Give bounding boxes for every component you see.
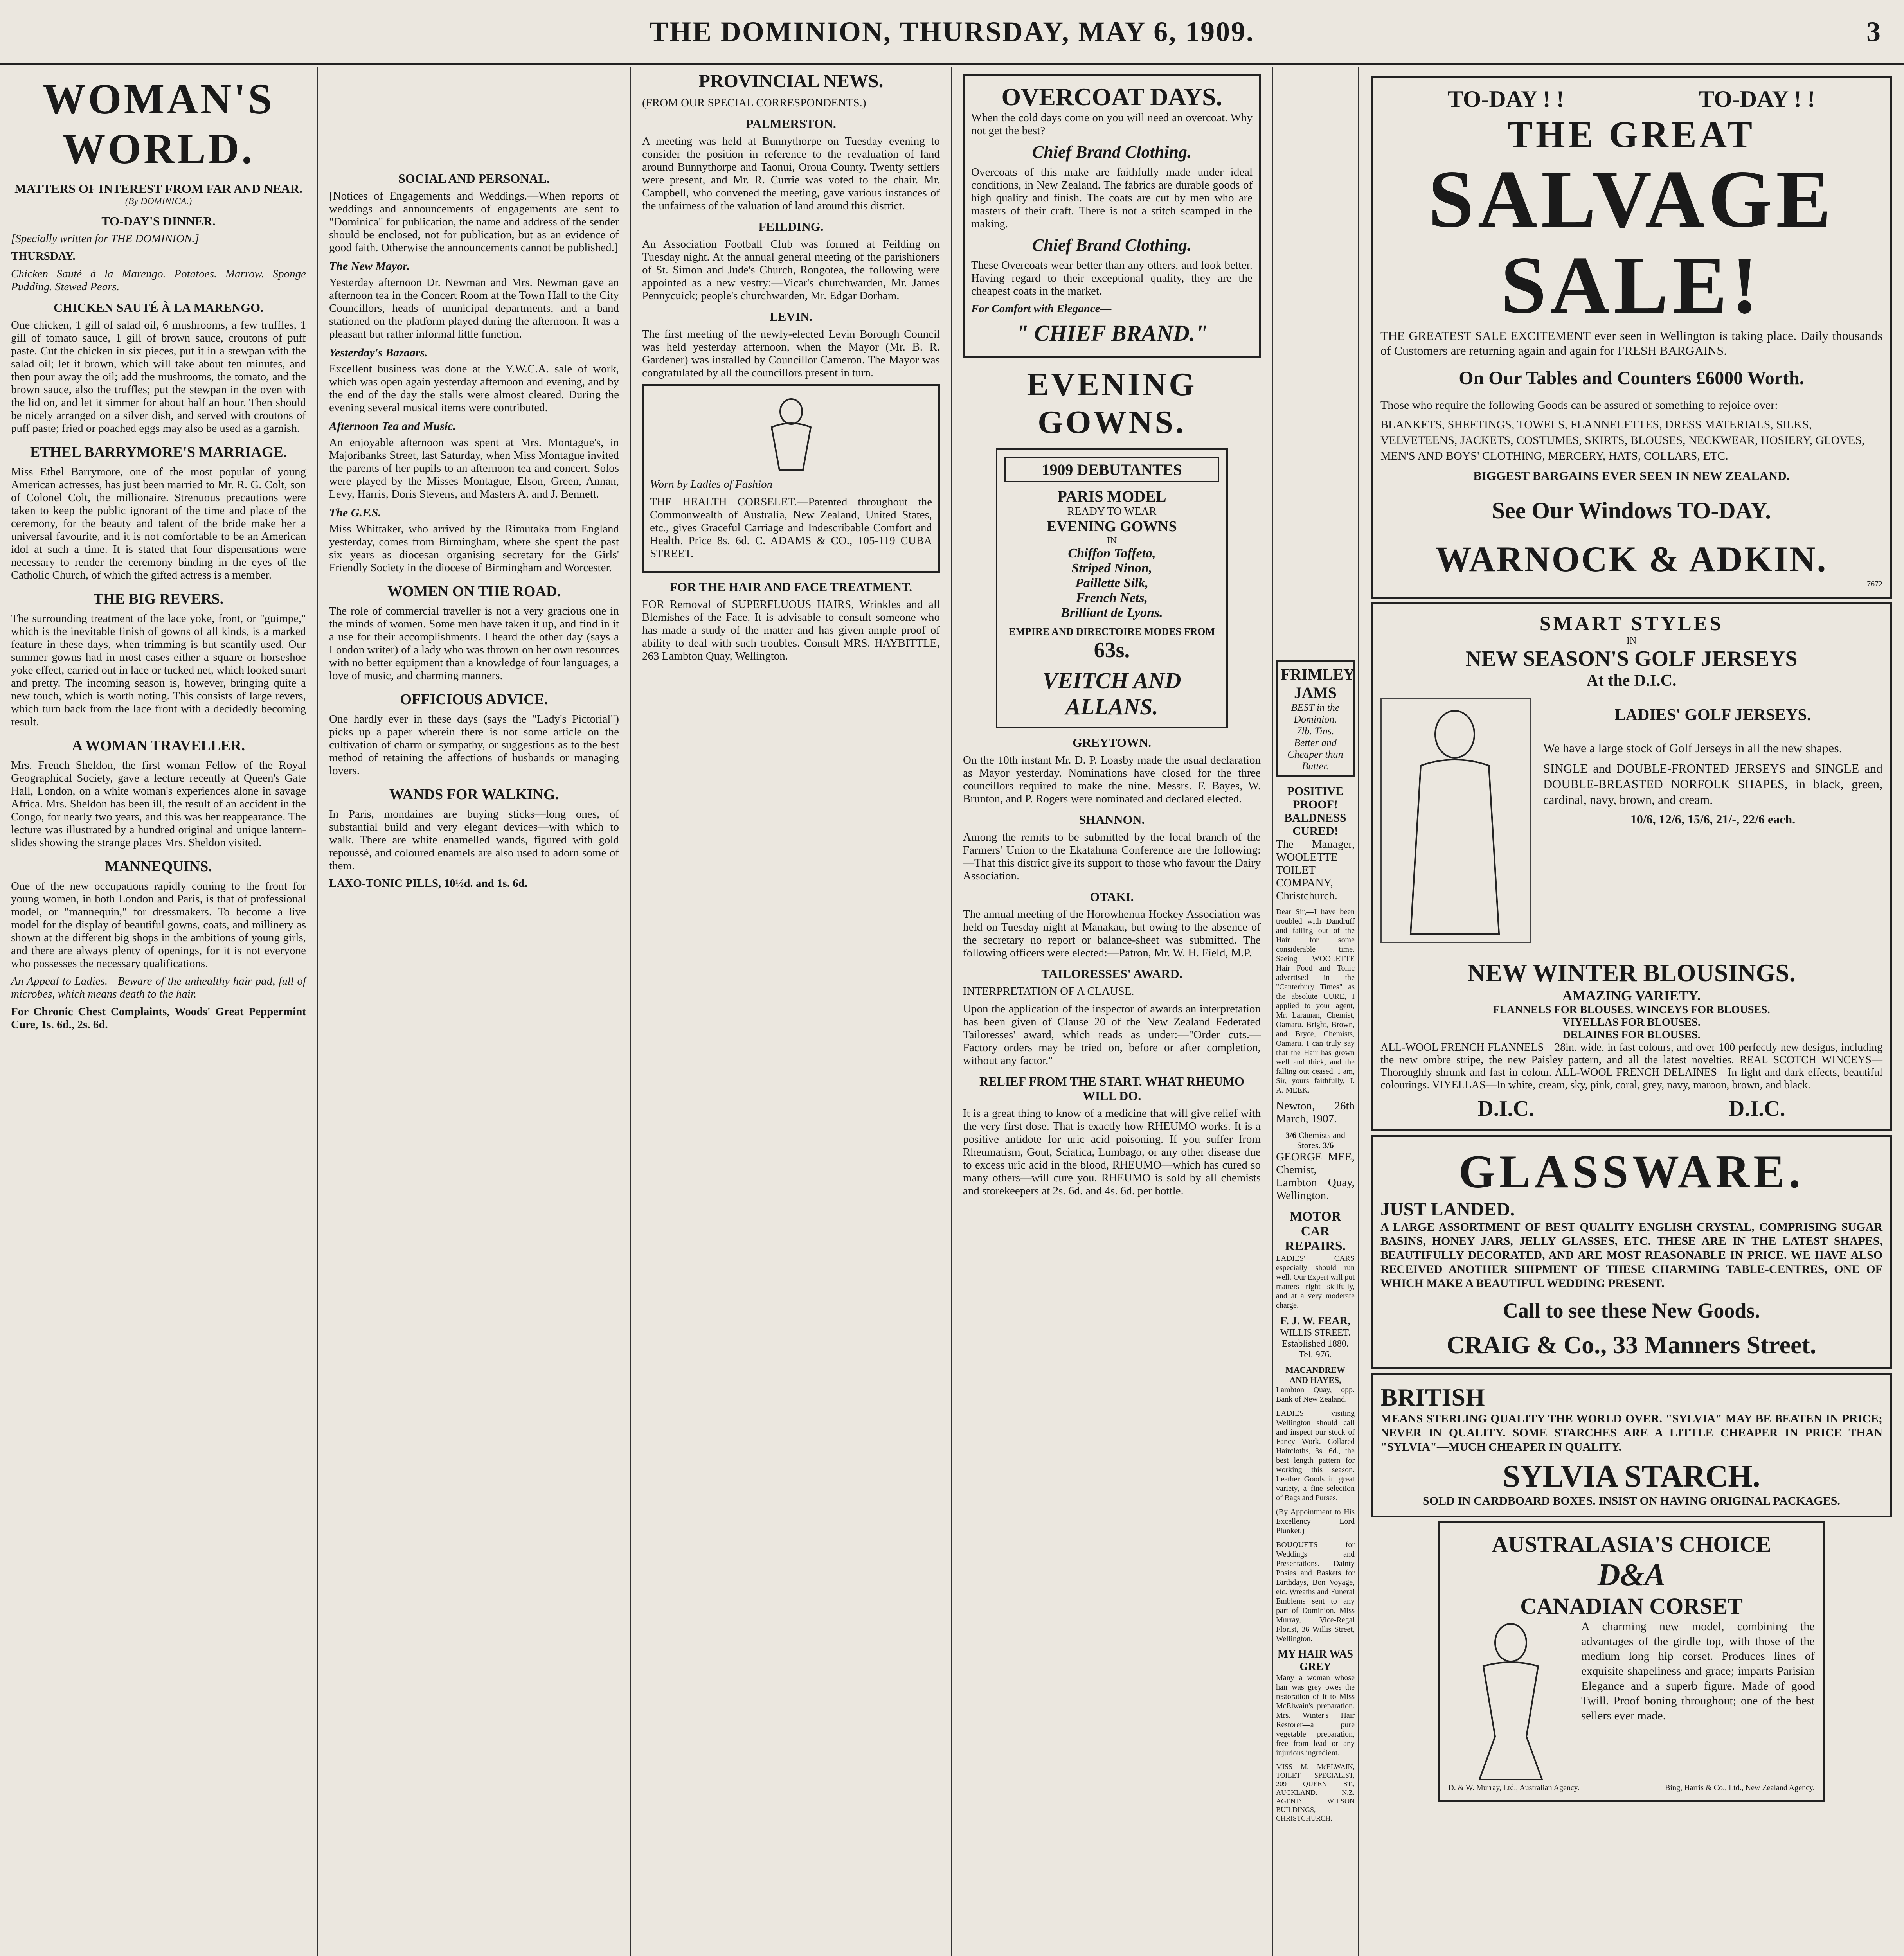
article-heading: LEVIN. <box>769 309 813 324</box>
article-heading: A WOMAN TRAVELLER. <box>72 737 245 754</box>
advert-text: ALL-WOOL FRENCH FLANNELS—28in. wide, in fast colours, and over 100 perfectly new designs, including the new ombre stripe, the new Paisley pattern, and all the latest novelties. REAL SCOTCH WINCEYS—Thoroughly shrunk and fast in colour. ALL-WOOL FRENCH DELAINES—In light and dark effects, beautiful colourings. VIYELLAS—In white, cream, sky, pink, coral, grey, navy, maroon, brown, and black. <box>1380 1041 1882 1091</box>
brand-name: JAMS <box>1294 684 1337 701</box>
advert-text: A charming new model, combining the advantages of the girdle top, with those of the medium long hip corset. Produces lines of exquisite shapeliness and grace; imparts Parisian Elegance and a superb figure. Made of good Twill. Proof boning throughout; one of the best sellers ever made. <box>1581 1620 1815 1722</box>
article-body: In Paris, mondaines are buying sticks—long ones, of substantial build and very elegant devices—with which to walk. There are white enamelled wands, figured with gold repoussé, and coloured enamels are also used to adorn some of them. <box>329 808 619 872</box>
column-adverts-right <box>1359 67 1904 1956</box>
advert-text: Dear Sir,—I have been troubled with Dandruff and falling out of the Hair for some considerable time. Seeing WOOLETTE Hair Food and Tonic advertised in the "Canterbury Times" as the absolute CURE, I applied to your agent, Mr. Laraman, Chemist, Oamaru. Bright, Brown, and Bryce, Chemists, Oamaru. I can truly say that the Hair has grown well and thick, and the falling out ceased. I am, Sir, yours faithfully, J. A. MEEK. <box>1276 908 1355 1095</box>
article-body: On the 10th instant Mr. D. P. Loasby made the usual declaration as Mayor yesterday. Nominations have closed for the three councillors required to make the nine. Messrs. F. Bayes, W. Brunton, and P. Rogers were nominated and declared elected. <box>963 754 1261 805</box>
advert-line: EVENING GOWNS <box>1047 518 1177 535</box>
article-body: The surrounding treatment of the lace yoke, front, or "guimpe," which is the inevitable finish of gowns of all kinds, is a marked feature in these days, when trimming is but scantily used. Our summer gowns had in most cases either a square or horseshoe yoke effect, carried out in lace or tucked net, which looked smart and pretty. The incoming season is, however, bringing quite a new touch, which is worth noting. This consists of large revers, which turn back from the lace front with a decidedly becoming result. <box>11 612 306 728</box>
advert-heading: NEW SEASON'S GOLF JERSEYS <box>1465 647 1798 671</box>
advert-line: FLANNELS FOR BLOUSES. WINCEYS FOR BLOUSES. <box>1493 1004 1770 1016</box>
fabric: Chiffon Taffeta, <box>1068 546 1156 561</box>
advert-text: Lambton Quay, opp. Bank of New Zealand. <box>1276 1386 1355 1404</box>
article-heading: TO-DAY'S DINNER. <box>101 214 216 228</box>
advert-text: LADIES visiting Wellington should call and inspect our stock of Fancy Work. Collared Haircloths, 3s. 6d., the best length pattern for working this season. Leather Goods in great variety, a fine selection of Bags and Purses. <box>1276 1409 1355 1502</box>
advert-text: Many a woman whose hair was grey owes the restoration of it to Miss McElwain's preparation. Mrs. Winter's Hair Restorer—a pure vegetable preparation, free from lead or any injurious ingredient. <box>1276 1674 1355 1757</box>
article-body: Among the remits to be submitted by the local branch of the Farmers' Union to the Ekatahuna Conference are the following:—That this district give its support to those who favour the Dairy Association. <box>963 831 1261 882</box>
advert-banner: 1909 DEBUTANTES <box>1004 457 1220 482</box>
brand-name: FRIMLEY <box>1281 665 1355 683</box>
article-heading: GREYTOWN. <box>1072 735 1152 750</box>
craig-glassware-advert <box>1371 1135 1892 1369</box>
advert-line: WILLIS STREET. <box>1280 1328 1351 1338</box>
advert-footer <box>1380 1096 1882 1121</box>
article-subheading: The New Mayor. <box>329 260 410 273</box>
advert-text: MEANS STERLING QUALITY THE WORLD OVER. "SYLVIA" MAY BE BEATEN IN PRICE; NEVER IN QUALITY. SOME STARCHES ARE A LITTLE CHEAPER IN PRICE THAN "SYLVIA"—MUCH CHEAPER IN QUALITY. <box>1380 1412 1882 1453</box>
fabric: Brilliant de Lyons. <box>1061 606 1163 620</box>
frimley-jams-advert <box>1276 660 1355 777</box>
advert-line: On Our Tables and Counters £6000 Worth. <box>1459 368 1804 388</box>
article-heading: OFFICIOUS ADVICE. <box>400 691 548 708</box>
advert-line: BEST in the Dominion. <box>1291 702 1340 725</box>
canadian-corset-advert <box>1438 1521 1824 1802</box>
advert-line: Better and Cheaper than Butter. <box>1287 737 1343 772</box>
advert-heading: MACANDREW AND HAYES, <box>1285 1365 1345 1385</box>
advert-text: MISS M. McELWAIN, TOILET SPECIALIST, 209 QUEEN ST., AUCKLAND. N.Z. AGENT: WILSON BUILDINGS, CHRISTCHURCH. <box>1276 1763 1355 1822</box>
section-heading: WOMAN'S WORLD. <box>43 75 274 173</box>
advert-line: VIYELLAS FOR BLOUSES. <box>1562 1016 1701 1028</box>
article-subheading: The G.F.S. <box>329 506 381 519</box>
fabric: French Nets, <box>1076 591 1148 605</box>
brand-name: CANADIAN CORSET <box>1520 1593 1743 1619</box>
sylvia-starch-advert <box>1371 1373 1892 1517</box>
byline: (By DOMINICA.) <box>125 196 192 207</box>
article-heading: WANDS FOR WALKING. <box>389 786 559 803</box>
brand-slogan: " CHIEF BRAND." <box>1016 320 1208 346</box>
advert-heading: BRITISH <box>1380 1383 1485 1411</box>
column-adverts-mid <box>952 67 1272 1956</box>
advert-heading: SMART STYLES <box>1539 613 1724 635</box>
golf-jersey-illustration <box>1380 698 1531 943</box>
article-subheading: Afternoon Tea and Music. <box>329 420 456 433</box>
advert-line: SOLD IN CARDBOARD BOXES. INSIST ON HAVING ORIGINAL PACKAGES. <box>1423 1494 1840 1507</box>
advert-text: THE GREATEST SALE EXCITEMENT ever seen in Wellington is taking place. Daily thousands of Customers are returning again and again for FRESH BARGAINS. <box>1380 329 1882 358</box>
article-body: One chicken, 1 gill of salad oil, 6 mushrooms, a few truffles, 1 gill of tomato sauce, 1 gill of brown sauce, croutons of puff paste. Cut the chicken in six pieces, put it in a stewpan with the salad oil; let it brown, which will take about ten minutes, and then pour away the oil; add the mushrooms, the tomato, and the brown sauce, also the truffles; put the stewpan in the oven with the lid on, and let it simmer for about half an hour. Then should be nicely arranged on a silver dish, and served with croutons of puff paste; fried or poached eggs may also be used as a garnish. <box>11 319 306 435</box>
advert-heading: RELIEF FROM THE START. WHAT RHEUMO WILL DO. <box>979 1074 1244 1103</box>
advert-line: Chemists and Stores. <box>1297 1130 1345 1150</box>
advert-line: DELAINES FOR BLOUSES. <box>1562 1029 1701 1041</box>
advert-line: READY TO WEAR <box>1067 505 1157 518</box>
article-body: Yesterday afternoon Dr. Newman and Mrs. Newman gave an afternoon tea in the Concert Room at the Town Hall to the City Councillors, heads of municipal departments, and a band stationed on the platform played during the afternoon. It was a pleasant but rather informal little function. <box>329 276 619 340</box>
article-body: Excellent business was done at the Y.W.C.A. sale of work, which was open again yesterday afternoon and evening, and by the end of the day the stalls were almost cleared. During the evening several musical items were contributed. <box>329 363 619 414</box>
section-heading: PROVINCIAL NEWS. <box>698 71 884 92</box>
column-womans-world-2 <box>318 67 630 1956</box>
brand-name: WARNOCK & ADKIN. <box>1435 539 1828 579</box>
corset-illustration <box>1448 1619 1573 1783</box>
masthead <box>0 0 1904 65</box>
article-body: An Association Football Club was formed at Feilding on Tuesday night. At the annual general meeting of the parishioners of St. Simon and Jude's Church, Rongotea, the following were appointed as a new vestry:—Vicar's churchwarden, Mr. James Pennycuick; people's churchwarden, Mr. Edgar Dorham. <box>642 238 940 302</box>
advert-line: See Our Windows TO-DAY. <box>1492 498 1771 523</box>
advert-heading: MY HAIR WAS GREY <box>1278 1648 1353 1673</box>
advert-number: 7672 <box>1867 580 1882 588</box>
advert-text: When the cold days come on you will need an overcoat. Why not get the best? <box>971 111 1253 137</box>
advert-line: Tel. 976. <box>1299 1350 1332 1360</box>
advert-text: SINGLE and DOUBLE-FRONTED JERSEYS and SINGLE and DOUBLE-BREASTED NORFOLK SHAPES, in black, green, cardinal, navy, brown, and cream. <box>1543 761 1882 807</box>
fabric: Striped Ninon, <box>1071 561 1152 575</box>
article-body: The first meeting of the newly-elected Levin Borough Council was held yesterday afternoon, when the Mayor (Mr. B. R. Gardener) was installed by Councillor Cameron. The Mayor was congratulated by all the councillors present in turn. <box>642 328 940 379</box>
article-subheading: INTERPRETATION OF A CLAUSE. <box>963 985 1134 998</box>
advert-text: THE HEALTH CORSELET.—Patented throughout the Commonwealth of Australia, New Zealand, United States, etc., gives Graceful Carriage and Indescribable Comfort and Health. Price 8s. 6d. C. ADAMS & CO., 105-119 CUBA STREET. <box>650 496 932 560</box>
advert-line: D. & W. Murray, Ltd., Australian Agency. <box>1448 1783 1580 1792</box>
brand-name: F. J. W. FEAR, <box>1280 1315 1350 1327</box>
article-body: One of the new occupations rapidly coming to the front for young women, in both London and Paris, is that of professional model, or "mannequin," for dressmakers. To become a live model for the display of beautiful gowns, coats, and millinery as shown at the different big shops in the ambitions of young girls, and there are always plenty of openings, for it is not everyone who possesses the necessary qualifications. <box>11 880 306 970</box>
advert-line: IN <box>1107 536 1117 546</box>
advert-line <box>1276 1130 1355 1151</box>
advert-text: Those who require the following Goods can be assured of something to rejoice over:— <box>1380 399 1790 412</box>
article-body: The role of commercial traveller is not a very gracious one in the minds of women. Some men have taken it up, and find in it a use for their accomplishments. I heard the other day (says a London writer) of a lady who was thrown on her own resources with no better equipment than a knowledge of four languages, a love of music, and charming manners. <box>329 605 619 682</box>
note: [Specially written for THE DOMINION.] <box>11 232 199 245</box>
corselet-advert <box>642 384 940 573</box>
advert-heading: SALE! <box>1501 240 1762 331</box>
advert-heading: EVENING GOWNS. <box>1027 366 1197 440</box>
article-heading: WOMEN ON THE ROAD. <box>387 583 561 600</box>
article-body: Miss Ethel Barrymore, one of the most popular of young American actresses, has just been married to Mr. R. G. Colt, son of Colonel Colt, the millionaire. Strenuous precautions were taken to keep the public ignorant of the time and place of the ceremony, for the beauty and talent of the bride make her a universal favourite, and it is not comfortable to be an American idol at such a time. It is stated that four dispensations were necessary to render the ceremony binding in the eyes of the Catholic Church, of which the gifted actress is a member. <box>11 466 306 581</box>
advert-banner <box>1380 86 1882 113</box>
article-heading: PALMERSTON. <box>746 117 836 131</box>
article-heading: SOCIAL AND PERSONAL. <box>398 171 550 185</box>
price: 3/6 <box>1285 1130 1297 1140</box>
advert-line: TO-DAY ! ! <box>1447 86 1564 112</box>
article-body: The annual meeting of the Horowhenua Hockey Association was held on Tuesday night at Manakau, but owing to the absence of the secretary no report or balance-sheet was submitted. The following officers were elected:—Patron, Mr. W. H. Field, M.P. <box>963 908 1261 959</box>
advert-line: BIGGEST BARGAINS EVER SEEN IN NEW ZEALAND. <box>1473 469 1790 483</box>
brand-name: D.I.C. <box>1477 1097 1535 1121</box>
column-provincial-news <box>631 67 951 1956</box>
dic-golf-jerseys-advert <box>1371 602 1892 1131</box>
advert-text: For Chronic Chest Complaints, Woods' Great Peppermint Cure, 1s. 6d., 2s. 6d. <box>11 1005 306 1031</box>
brand-name: Chief Brand Clothing. <box>1032 236 1192 255</box>
advert-text: The Manager, WOOLETTE TOILET COMPANY, Christchurch. <box>1276 838 1355 902</box>
advert-heading: NEW WINTER BLOUSINGS. <box>1467 959 1796 987</box>
advert-heading: GLASSWARE. <box>1458 1145 1805 1197</box>
advert-heading: OVERCOAT DAYS. <box>1001 83 1222 111</box>
advert-heading: THE GREAT <box>1508 113 1755 155</box>
advert-heading: POSITIVE PROOF! <box>1287 785 1344 811</box>
advert-line: Call to see these New Goods. <box>1503 1299 1760 1322</box>
salvage-sale-advert <box>1371 76 1892 599</box>
advert-text: BLANKETS, SHEETINGS, TOWELS, FLANNELETTES, DRESS MATERIALS, SILKS, VELVETEENS, JACKETS, COSTUMES, SKIRTS, BLOUSES, NECKWEAR, HOSIERY, GLOVES, MEN'S AND BOYS' CLOTHING, MERCERY, HATS, COLLARS, ETC. <box>1380 418 1865 462</box>
page-number: 3 <box>1866 16 1881 47</box>
advert-line: 7lb. Tins. <box>1296 725 1334 737</box>
advert-text: GEORGE MEE, Chemist, Lambton Quay, Wellington. <box>1276 1151 1355 1202</box>
article-body: Mrs. French Sheldon, the first woman Fellow of the Royal Geographical Society, gave a lecture recently at Queen's Gate Hall, London, on a white woman's experiences alone in savage Africa. Mrs. Sheldon has been ill, the result of an accident in the Congo, for nearly two years, and this was her reappearance. The lecture was illustrated by a hundred original and unique lantern-slides showing the strange places Mrs. Sheldon visited. <box>11 759 306 849</box>
article-heading: OTAKI. <box>1090 890 1134 904</box>
advert-text: Newton, 26th March, 1907. <box>1276 1100 1355 1125</box>
overcoat-advert <box>963 74 1261 358</box>
column-womans-world-1 <box>0 67 317 1956</box>
article-body: A meeting was held at Bunnythorpe on Tuesday evening to consider the position in reference to the revaluation of land around Bunnythorpe and Taonui, Oroua County. Twenty settlers were present, and Mr. R. Currie was voted to the chair. Mr. Campbell, who convened the meeting, gave various instances of the unfairness of the valuation of land around this district. <box>642 135 940 212</box>
article-subheading: Yesterday's Bazaars. <box>329 346 428 359</box>
advert-heading: LADIES' GOLF JERSEYS. <box>1614 706 1811 724</box>
advert-text: BOUQUETS for Weddings and Presentations. Dainty Posies and Baskets for Birthdays, Bon Voyage, etc. Wreaths and Funeral Emblems sent to any part of Dominion. Miss Murray, Vice-Regal Florist, 36 Willis Street, Wellington. <box>1276 1541 1355 1643</box>
advert-text: (By Appointment to His Excellency Lord Plunket.) <box>1276 1508 1355 1535</box>
advert-text: Overcoats of this make are faithfully made under ideal conditions, in New Zealand. The fabrics are durable goods of high quality and finish. The coats are cut by men who are masters of their craft. There is not a stitch scamped in the making. <box>971 166 1253 230</box>
section-subheading: MATTERS OF INTEREST FROM FAR AND NEAR. <box>14 182 302 196</box>
price: 3/6 <box>1323 1140 1334 1150</box>
column-adverts-narrow <box>1273 67 1358 1956</box>
advert-heading: MOTOR CAR <box>1289 1209 1341 1239</box>
price: 63s. <box>1094 638 1130 662</box>
article-body: An enjoyable afternoon was spent at Mrs. Montague's, in Majoribanks Street, last Saturday, when Miss Montague invited the parents of her pupils to an afternoon tea and concert. Solos were played by the Misses Montague, Elson, Green, Annan, Levy, Harris, Doris Stevens, and Masters A. and J. Bennett. <box>329 436 619 500</box>
brand-logo: D&A <box>1597 1558 1666 1592</box>
newspaper-title: THE DOMINION, THURSDAY, MAY 6, 1909. <box>649 16 1255 47</box>
article-heading: FEILDING. <box>758 219 824 234</box>
brand-name: D.I.C. <box>1728 1097 1785 1121</box>
note: [Notices of Engagements and Weddings.—When reports of weddings and announcements of engagements are sent to "Dominica" for publication, the name and address of the sender should be enclosed, not for publication, but as an evidence of good faith. Otherwise the announcements cannot be published.] <box>329 190 619 254</box>
advert-line: PARIS MODEL <box>1057 487 1166 505</box>
subheading: THURSDAY. <box>11 250 76 262</box>
advert-text: A LARGE ASSORTMENT OF BEST QUALITY ENGLISH CRYSTAL, COMPRISING SUGAR BASINS, HONEY JARS, JELLY GLASSES, ETC. THESE ARE IN THE LATEST SHAPES, BEAUTIFULLY DECORATED, AND ARE MOST REASONABLE IN PRICE. WE HAVE ALSO RECEIVED ANOTHER SHIPMENT OF THESE CHARMING TABLE-CENTRES, ONE OF WHICH MAKE A BEAUTIFUL WEDDING PRESENT. <box>1380 1221 1882 1290</box>
article-heading: THE BIG REVERS. <box>93 591 224 607</box>
article-heading: CHICKEN SAUTÉ À LA MARENGO. <box>53 300 264 315</box>
advert-text: For Comfort with Elegance— <box>971 302 1112 315</box>
advert-line: Bing, Harris & Co., Ltd., New Zealand Agency. <box>1665 1783 1815 1792</box>
article-body: One hardly ever in these days (says the "Lady's Pictorial") picks up a paper wherein there is not some article on the cultivation of charm or sympathy, or suggestions as to the best method of retaining the affections of husbands or managing lovers. <box>329 713 619 777</box>
brand-name: CRAIG & Co., 33 Manners Street. <box>1447 1331 1816 1359</box>
advert-text: An Appeal to Ladies.—Beware of the unhealthy hair pad, full of microbes, which means death to the hair. <box>11 975 306 1000</box>
advert-line: EMPIRE AND DIRECTOIRE MODES FROM <box>1009 626 1215 637</box>
brand-name: VEITCH AND ALLANS. <box>1042 668 1181 719</box>
advert-tagline: Worn by Ladies of Fashion <box>650 478 773 491</box>
brand-name: SYLVIA STARCH. <box>1503 1459 1760 1494</box>
fabric: Paillette Silk, <box>1075 576 1148 590</box>
article-heading: MANNEQUINS. <box>105 858 212 875</box>
advert-line: AMAZING VARIETY. <box>1562 988 1701 1003</box>
corselet-illustration <box>650 396 932 474</box>
menu: Chicken Sauté à la Marengo. Potatoes. Marrow. Sponge Pudding. Stewed Pears. <box>11 268 306 293</box>
advert-line: IN <box>1626 636 1637 646</box>
article-body: Upon the application of the inspector of awards an interpretation has been given of Clause 20 of the New Zealand Federated Tailoresses' award, which reads as under:—"Order cuts.—Factory orders may be tried on, before or after completion, without any factor." <box>963 1003 1261 1067</box>
advert-heading: REPAIRS. <box>1285 1239 1346 1253</box>
article-heading: ETHEL BARRYMORE'S MARRIAGE. <box>30 444 287 460</box>
advert-heading: FOR THE HAIR AND FACE TREATMENT. <box>669 580 912 594</box>
advert-line: JUST LANDED. <box>1380 1199 1515 1220</box>
advert-line: TO-DAY ! ! <box>1699 86 1816 112</box>
advert-text: We have a large stock of Golf Jerseys in all the new shapes. <box>1543 741 1842 755</box>
advert-line: At the D.I.C. <box>1586 672 1677 690</box>
advert-text: LADIES' CARS especially should run well. Our Expert will put matters right skilfully, and at a very moderate charge. <box>1276 1254 1355 1310</box>
advert-text: LAXO-TONIC PILLS, 10½d. and 1s. 6d. <box>329 877 528 890</box>
price: 10/6, 12/6, 15/6, 21/-, 22/6 each. <box>1630 812 1796 826</box>
advert-text: These Overcoats wear better than any others, and look better. Having regard to their exceptional quality, they are the cheapest coats in the market. <box>971 259 1253 297</box>
note: (FROM OUR SPECIAL CORRESPONDENTS.) <box>642 97 866 109</box>
article-body: Miss Whittaker, who arrived by the Rimutaka from England yesterday, comes from Birmingham, where she spent the past six years as diocesan organising secretary for the Girls' Friendly Society in the diocese of Birmingham and Worcester. <box>329 523 619 574</box>
advert-heading: SALVAGE <box>1428 154 1835 244</box>
advert-text: It is a great thing to know of a medicine that will give relief with the very first dose. That is exactly how RHEUMO works. It is a positive antidote for uric acid poisoning. If you suffer from Rheumatism, Gout, Sciatica, Lumbago, or any other disease due to excess uric acid in the blood, RHEUMO—which has cured so many others—will cure you. RHEUMO is sold by all chemists and storekeepers at 2s. 6d. and 4s. 6d. per bottle. <box>963 1107 1261 1197</box>
article-heading: TAILORESSES' AWARD. <box>1041 967 1182 981</box>
article-heading: SHANNON. <box>1079 813 1145 827</box>
advert-heading: AUSTRALASIA'S CHOICE <box>1492 1532 1771 1557</box>
advert-line: Established 1880. <box>1282 1339 1349 1349</box>
veitch-allans-advert <box>996 448 1228 728</box>
advert-heading: BALDNESS CURED! <box>1284 811 1346 838</box>
advert-footer <box>1448 1783 1814 1792</box>
brand-name: Chief Brand Clothing. <box>1032 142 1192 162</box>
advert-text: FOR Removal of SUPERFLUOUS HAIRS, Wrinkles and all Blemishes of the Face. It is advisable to consult someone who has made a study of the matter and has given ample proof of ability to deal with such troubles. Consult MRS. HAYBITTLE, 263 Lambton Quay, Wellington. <box>642 598 940 662</box>
